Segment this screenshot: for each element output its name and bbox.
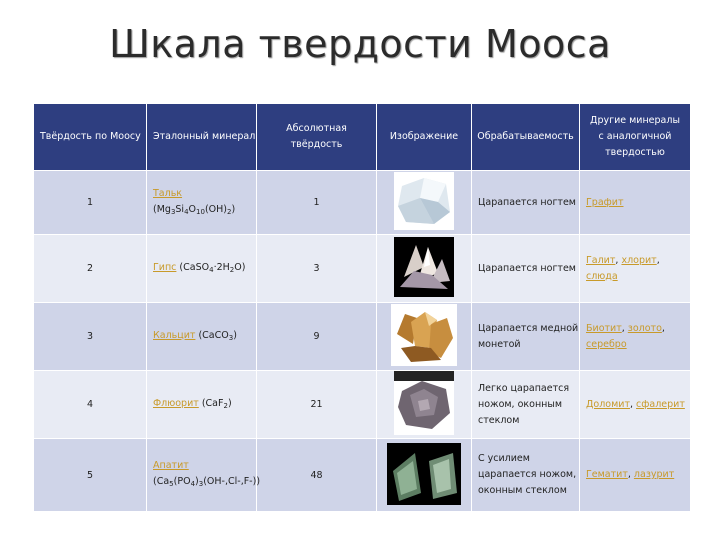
formula-part: 3	[228, 333, 234, 342]
other-mineral-link[interactable]: Гематит	[586, 469, 628, 480]
cell-image	[377, 439, 472, 512]
formula-part: 10	[196, 207, 205, 216]
cell-workability: Царапается ногтем	[472, 171, 580, 235]
col-header-mineral: Эталонный минерал	[147, 104, 257, 171]
other-mineral-link[interactable]: сфалерит	[636, 398, 685, 410]
cell-absolute-hardness: 1	[257, 171, 377, 235]
other-mineral-link[interactable]: лазурит	[633, 469, 675, 480]
mineral-link[interactable]: Апатит	[153, 460, 189, 471]
cell-workability: Легко царапается ножом, оконным стеклом	[472, 371, 580, 439]
formula-part: 3	[198, 480, 204, 488]
cell-mineral	[147, 303, 257, 371]
cell-hardness: 5	[34, 439, 147, 512]
gypsum-mineral-image	[394, 237, 454, 297]
col-header-image: Изображение	[377, 104, 472, 171]
cell-absolute-hardness: 9	[257, 303, 377, 371]
mineral-link[interactable]: Гипс	[153, 261, 177, 273]
mineral-link[interactable]: Кальцит	[153, 329, 196, 341]
calcite-mineral-image	[391, 304, 457, 366]
cell-mineral	[147, 235, 257, 303]
formula-part: (OH-,Cl-,F-))	[203, 476, 261, 487]
table-row	[34, 303, 691, 371]
formula-part: )	[231, 203, 236, 215]
formula-part: )	[195, 476, 199, 487]
cell-hardness: 1	[34, 171, 147, 235]
talc-mineral-image	[394, 172, 454, 230]
other-mineral-link[interactable]: серебро	[586, 338, 627, 350]
formula-part: 2	[229, 265, 235, 274]
apatite-mineral-image	[387, 443, 461, 505]
cell-mineral	[147, 371, 257, 439]
cell-workability: Царапается медной монетой	[472, 303, 580, 371]
cell-hardness: 2	[34, 235, 147, 303]
other-mineral-link[interactable]: Доломит	[586, 398, 630, 410]
formula-part: (OH)	[204, 203, 227, 215]
formula-part: 4	[184, 207, 189, 216]
formula-part: (Mg	[153, 203, 171, 215]
other-mineral-link[interactable]: Галит	[586, 254, 616, 266]
table-row	[34, 371, 691, 439]
other-mineral-link[interactable]: золото	[627, 322, 662, 334]
col-header-others: Другие минералы с аналогичной твердостью	[580, 104, 691, 171]
cell-image	[377, 235, 472, 303]
formula-part: )	[233, 329, 237, 341]
table-row	[34, 235, 691, 303]
formula-part: (PO	[173, 476, 191, 487]
cell-image	[377, 171, 472, 235]
other-mineral-link[interactable]: хлорит	[621, 254, 657, 266]
table-header-row	[34, 104, 691, 171]
table-row	[34, 439, 691, 512]
cell-other-minerals	[580, 171, 691, 235]
cell-other-minerals: Доломит, сфалерит	[580, 371, 691, 439]
mohs-table	[33, 103, 691, 512]
col-header-workability: Обрабатываемость	[472, 104, 580, 171]
cell-image	[377, 303, 472, 371]
formula-part: )	[227, 397, 232, 409]
cell-image	[377, 371, 472, 439]
formula-part: (CaF	[198, 397, 224, 409]
cell-absolute-hardness: 48	[257, 439, 377, 512]
mineral-link[interactable]: Флюорит	[153, 397, 199, 409]
cell-workability: С усилием царапается ножом, оконным стеклом	[472, 439, 580, 512]
page-title: Шкала твердости Мооса	[109, 22, 611, 66]
cell-mineral	[147, 439, 261, 512]
cell-absolute-hardness: 21	[257, 371, 377, 439]
formula-part: (Ca	[153, 476, 170, 487]
formula-part: 4	[190, 480, 196, 488]
other-mineral-link[interactable]: слюда	[586, 270, 618, 282]
formula-part: 2	[227, 207, 232, 216]
formula-part: 5	[169, 480, 174, 488]
fluorite-mineral-image	[394, 371, 454, 435]
formula-part: 4	[209, 265, 214, 274]
formula-part: Si	[175, 203, 185, 215]
cell-other-minerals: Гематит, лазурит	[580, 439, 691, 512]
other-mineral-link[interactable]: Биотит	[586, 322, 622, 334]
formula-part: O)	[234, 261, 246, 273]
col-header-absolute: Абсолютная твёрдость	[257, 104, 377, 171]
col-header-hardness: Твёрдость по Моосу	[34, 104, 147, 171]
formula-part: (CaSO	[176, 261, 210, 273]
cell-workability: Царапается ногтем	[472, 235, 580, 303]
cell-other-minerals: Биотит, золото, серебро	[580, 303, 691, 371]
mineral-link[interactable]: Тальк	[153, 187, 183, 199]
cell-absolute-hardness: 3	[257, 235, 377, 303]
cell-hardness: 3	[34, 303, 147, 371]
table-row	[34, 171, 691, 235]
formula-part: ·2H	[213, 261, 230, 273]
cell-hardness: 4	[34, 371, 147, 439]
cell-other-minerals: Галит, хлорит, слюда	[580, 235, 691, 303]
cell-mineral	[147, 171, 257, 235]
formula-part: (CaCO	[195, 329, 229, 341]
formula-part: 3	[170, 207, 176, 216]
formula-part: O	[188, 203, 197, 215]
other-mineral-link[interactable]: Графит	[586, 196, 624, 208]
formula-part: 2	[223, 401, 228, 410]
